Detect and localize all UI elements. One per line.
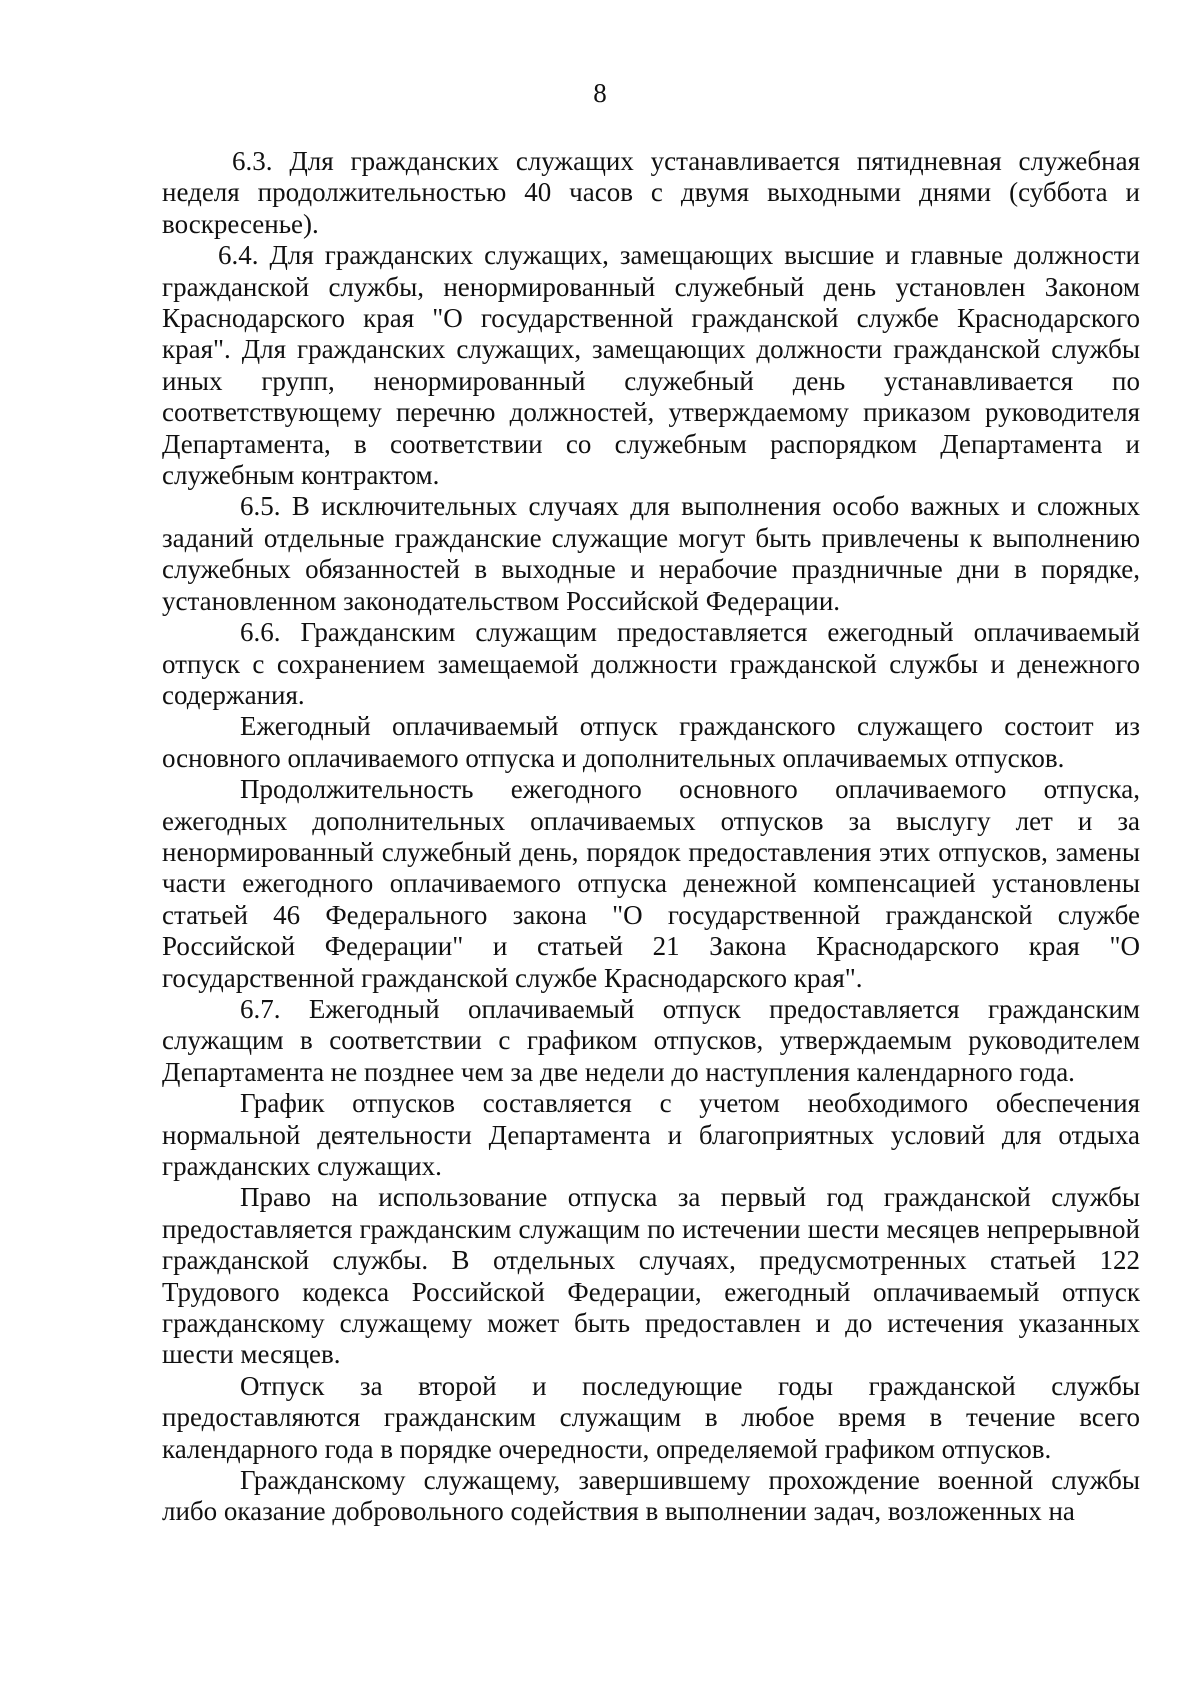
paragraph-leave-schedule: График отпусков составляется с учетом необходимого обеспечения нормальной деятельности Департамента и благоприятных условий для отдыха гражданских служащих. [162,1088,1140,1181]
paragraph-leave-duration: Продолжительность ежегодного основного оплачиваемого отпуска, ежегодных дополнительных оплачиваемых отпусков за выслугу лет и за ненормированный служебный день, порядок предоставления этих отпусков, замены части ежегодного оплачиваемого отпуска денежной компенсацией установлены статьей 46 Федерального закона "О государственной гражданской службе Российской Федерации" и статьей 21 Закона Краснодарского края "О государственной гражданской службе Краснодарского края". [162,774,1140,993]
page-number: 8 [593,78,607,108]
paragraph-military-service: Гражданскому служащему, завершившему прохождение военной службы либо оказание добровольного содействия в выполнении задач, возложенных на [162,1465,1140,1527]
document-body [162,146,1140,1528]
paragraph-subsequent-years-leave: Отпуск за второй и последующие годы гражданской службы предоставляются гражданским служащим в любое время в течение всего календарного года в порядке очередности, определяемой графиком отпусков. [162,1370,1140,1464]
paragraph-6-6: 6.6. Гражданским служащим предоставляется ежегодный оплачиваемый отпуск с сохранением замещаемой должности гражданской службы и денежного содержания. [162,617,1140,710]
paragraph-6-3: 6.3. Для гражданских служащих устанавливается пятидневная служебная неделя продолжительностью 40 часов с двумя выходными днями (суббота и воскресенье). [162,146,1140,239]
paragraph-6-7: 6.7. Ежегодный оплачиваемый отпуск предоставляется гражданским служащим в соответствии с графиком отпусков, утверждаемым руководителем Департамента не позднее чем за две недели до наступления календарного года. [162,993,1140,1087]
paragraph-6-4: 6.4. Для гражданских служащих, замещающих высшие и главные должности гражданской службы, ненормированный служебный день установлен Законом Краснодарского края "О государственной гражданской службе Краснодарского края". Для гражданских служащих, замещающих должности гражданской службы иных групп, ненормированный служебный день устанавливается по соответствующему перечню должностей, утверждаемому приказом руководителя Департамента, в соответствии со служебным распорядком Департамента и служебным контрактом. [162,240,1140,491]
paragraph-first-year-leave: Право на использование отпуска за первый год гражданской службы предоставляется гражданским служащим по истечении шести месяцев непрерывной гражданской службы. В отдельных случаях, предусмотренных статьей 122 Трудового кодекса Российской Федерации, ежегодный оплачиваемый отпуск гражданскому служащему может быть предоставлен и до истечения указанных шести месяцев. [162,1182,1140,1370]
paragraph-6-5: 6.5. В исключительных случаях для выполнения особо важных и сложных заданий отдельные гражданские служащие могут быть привлечены к выполнению служебных обязанностей в выходные и нерабочие праздничные дни в порядке, установленном законодательством Российской Федерации. [162,491,1140,616]
paragraph-annual-leave-composition: Ежегодный оплачиваемый отпуск гражданского служащего состоит из основного оплачиваемого отпуска и дополнительных оплачиваемых отпусков. [162,711,1140,773]
